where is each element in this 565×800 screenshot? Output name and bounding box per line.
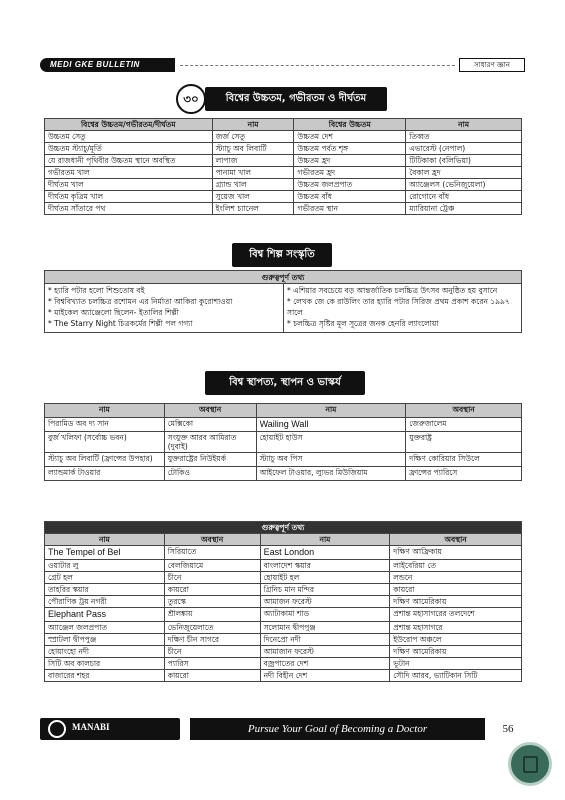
column-header: নাম xyxy=(45,404,165,418)
table-cell: বৈকাল হ্রদ xyxy=(406,167,522,179)
facts-box-heading: গুরুত্বপূর্ণ তথ্য xyxy=(45,271,521,284)
column-header: নাম xyxy=(212,119,294,131)
page-number: 56 xyxy=(502,723,514,735)
fact-item: * লেখক জে কে রাউলিং তার হ্যারি পটার সিরিজ প্রথম প্রকাশ করেন ১৯৯৭ সালে xyxy=(287,296,510,317)
table-cell: ফ্রান্সের প্যারিসে xyxy=(406,467,522,481)
table-cell: সিটি অব কালচার xyxy=(45,657,165,669)
table-cell: বেলজিয়ামে xyxy=(164,559,260,571)
table-cell: স্প্রাটলা দ্বীপপুঞ্জ xyxy=(45,633,165,645)
section3-table xyxy=(44,403,522,481)
table-cell: সুয়েজ খাল xyxy=(212,191,294,203)
table-cell: টিটিকাকা (বলিভিয়া) xyxy=(406,155,522,167)
section-label: সাধারণ জ্ঞান xyxy=(459,58,525,72)
fact-item: * The Starry Night চিত্রকর্মের শিল্পী পল গগ্যা xyxy=(48,318,193,328)
table-cell: উচ্চতম পর্বত শৃঙ্গ xyxy=(294,143,406,155)
table-cell: উচ্চতম দেশ xyxy=(294,131,406,143)
table-cell: ইউরোপ অঞ্চলে xyxy=(390,633,522,645)
column-header: বিশ্বের উচ্চতম xyxy=(294,119,406,131)
table-cell: উচ্চতম সেতু xyxy=(45,131,213,143)
logo-text: MANABI xyxy=(72,722,110,732)
table-cell: সলোমান দ্বীপপুঞ্জ xyxy=(260,621,390,633)
table-cell: ভেনিজুয়েলাতে xyxy=(164,621,260,633)
table-cell: প্যারিস xyxy=(164,657,260,669)
table-cell: আমাজন ফরেস্ট xyxy=(260,595,390,607)
table-cell: বজ্রপাতের দেশ xyxy=(260,657,390,669)
table-row xyxy=(45,155,522,167)
table-cell: উচ্চতম স্ট্যাচু/মূর্তি xyxy=(45,143,213,155)
table-cell: লাইবেরিয়া তে xyxy=(390,559,522,571)
table-cell: ইংলিশ চ্যানেল xyxy=(212,203,294,215)
fact-item: * মাইকেল অ্যাঞ্জেলো ছিলেন- ইতালির শিল্পী xyxy=(48,307,179,317)
table-cell: পৌরাণিক ট্রয় নগরী xyxy=(45,595,165,607)
table-cell: মেক্সিকো xyxy=(164,418,256,432)
table-cell: স্ট্যাচু অব লিবার্টি (ফ্রান্সের উপহার) xyxy=(45,453,165,467)
page-footer xyxy=(40,718,525,740)
table-cell: চীনে xyxy=(164,645,260,657)
column-header: অবস্থান xyxy=(390,534,522,546)
table-cell: যুক্তরাষ্ট্রের নিউইয়র্ক xyxy=(164,453,256,467)
table-cell: পানামা খাল xyxy=(212,167,294,179)
table-cell: অ্যাঞ্জেল জলপ্রপাত xyxy=(45,621,165,633)
section1-title: বিশ্বের উচ্চতম, গভীরতম ও দীর্ঘতম xyxy=(205,87,387,111)
table-cell: East London xyxy=(260,546,390,560)
section2-title: বিশ্ব শিল্প সংস্কৃতি xyxy=(232,243,332,267)
table-row xyxy=(45,559,522,571)
table-cell: হোয়াইট হাউস xyxy=(256,432,406,453)
table-cell: দক্ষিণ আমেরিকায় xyxy=(390,595,522,607)
table-cell: তুরস্কে xyxy=(164,595,260,607)
table-row xyxy=(45,453,522,467)
table-row xyxy=(45,669,522,681)
table-row xyxy=(45,179,522,191)
table-cell: হোয়াইট হল xyxy=(260,571,390,583)
table-cell: কায়রো xyxy=(390,583,522,595)
table-cell: পিরামিড অব দ্য সান xyxy=(45,418,165,432)
section4-table xyxy=(44,521,522,682)
table-cell: রোগোনে বাঁধ xyxy=(406,191,522,203)
section1-table xyxy=(44,118,522,215)
page-header xyxy=(40,58,525,72)
fact-item: * হ্যারি পটার হলো শিশুতোষ বই xyxy=(48,286,145,295)
table-row xyxy=(45,143,522,155)
table-cell: বুর্জ খলিফা (সর্বোচ্চ ভবন) xyxy=(45,432,165,453)
column-header: অবস্থান xyxy=(164,404,256,418)
table-cell: গভীরতম খাল xyxy=(45,167,213,179)
table-cell: আমাজান ফরেস্ট xyxy=(260,645,390,657)
table-cell: ওয়াটার লু xyxy=(45,559,165,571)
table-cell: বাজারের শহর xyxy=(45,669,165,681)
table-cell: কায়রো xyxy=(164,669,260,681)
fact-item: * বিশ্ববিখ্যাত চলচ্চিত্র রশোমন এর নির্মাতা আকিরা কুরোশাওয়া xyxy=(48,296,233,306)
table-cell: দিনেপ্রো নদী xyxy=(260,633,390,645)
table-cell: দীর্ঘতম খাল xyxy=(45,179,213,191)
logo-emblem-icon xyxy=(48,720,66,738)
footer-slogan: Pursue Your Goal of Becoming a Doctor xyxy=(190,718,485,740)
table-cell: টোকিও xyxy=(164,467,256,481)
table-cell: জর্জ সেতু xyxy=(212,131,294,143)
table-cell: লন্ডনে xyxy=(390,571,522,583)
table-cell: অ্যাটাকামা শাড xyxy=(260,607,390,621)
table-row xyxy=(45,546,522,560)
table-cell: The Tempel of Bel xyxy=(45,546,165,560)
publisher-logo xyxy=(40,718,180,740)
table-cell: ভূটান xyxy=(390,657,522,669)
table-cell: যুক্তরাষ্ট্র xyxy=(406,432,522,453)
table-cell: প্রশান্ত মহাসাগরের তলদেশে xyxy=(390,607,522,621)
table-row xyxy=(45,131,522,143)
table-cell: স্ট্যাচু অব পিস xyxy=(256,453,406,467)
table-cell: উচ্চতম বাঁধ xyxy=(294,191,406,203)
table-cell: চীনে xyxy=(164,571,260,583)
table-cell: প্রশান্ত মহাসাগরে xyxy=(390,621,522,633)
table-cell: ম্যারিয়ানা ট্রেঞ্চ xyxy=(406,203,522,215)
table-row xyxy=(45,583,522,595)
column-header: বিশ্বের উচ্চতম/গভীরতম/দীর্ঘতম xyxy=(45,119,213,131)
table-cell: গ্রিনিচ মান মন্দির xyxy=(260,583,390,595)
facts-left-column xyxy=(45,284,283,332)
table-row xyxy=(45,595,522,607)
table-cell: গ্র্যান্ড খাল xyxy=(212,179,294,191)
table-cell: সিরিয়াতে xyxy=(164,546,260,560)
column-header: অবস্থান xyxy=(406,404,522,418)
fact-item: * চলচ্চিত্র সৃষ্টির মূল সূত্রের জনক হেনরি ল্যাংলোয়া xyxy=(287,318,439,328)
table-row xyxy=(45,432,522,453)
table-cell: লাপাজ xyxy=(212,155,294,167)
table-cell: হোয়াংহো নদী xyxy=(45,645,165,657)
table-cell: সংযুক্ত আরব আমিরাত (দুবাই) xyxy=(164,432,256,453)
table-cell: দীর্ঘতম সাঁতারে পথ xyxy=(45,203,213,215)
table-cell: গ্রেট হল xyxy=(45,571,165,583)
table-row xyxy=(45,657,522,669)
table-row xyxy=(45,633,522,645)
table-cell: এভারেস্ট (নেপাল) xyxy=(406,143,522,155)
table-cell: তাহরির স্কয়ার xyxy=(45,583,165,595)
table-row xyxy=(45,203,522,215)
column-header: নাম xyxy=(256,404,406,418)
table-cell: আইফেল টাওয়ার, ল্যুভর মিউজিয়াম xyxy=(256,467,406,481)
table-cell: Wailing Wall xyxy=(256,418,406,432)
column-header: অবস্থান xyxy=(164,534,260,546)
table-cell: তিব্বত xyxy=(406,131,522,143)
table-row xyxy=(45,167,522,179)
table-cell: যে রাজধানী পৃথিবীর উচ্চতম স্থানে অবস্থিত xyxy=(45,155,213,167)
facts-right-column xyxy=(283,284,521,332)
table-cell: কায়রো xyxy=(164,583,260,595)
table-cell: দীর্ঘতম কৃত্রিম খাল xyxy=(45,191,213,203)
table-row xyxy=(45,607,522,621)
table-cell: দক্ষিণ আমেরিকায় xyxy=(390,645,522,657)
column-header: নাম xyxy=(260,534,390,546)
table-cell: উচ্চতম হ্রদ xyxy=(294,155,406,167)
section2-facts-box xyxy=(44,270,522,333)
table-cell: Elephant Pass xyxy=(45,607,165,621)
table-cell: দক্ষিণ আফ্রিকায় xyxy=(390,546,522,560)
table-cell: ল্যান্ডমার্ক টাওয়ার xyxy=(45,467,165,481)
section4-caption: গুরুত্বপূর্ণ তথ্য xyxy=(45,522,522,534)
table-row xyxy=(45,418,522,432)
table-cell: গভীরতম স্থান xyxy=(294,203,406,215)
table-cell: গভীরতম হ্রদ xyxy=(294,167,406,179)
table-cell: দক্ষিণ চীন সাগরে xyxy=(164,633,260,645)
table-row xyxy=(45,191,522,203)
section3-title: বিশ্ব স্থাপত্য, স্থাপন ও ভাস্কর্য xyxy=(205,371,365,395)
table-cell: উচ্চতম জলপ্রপাত xyxy=(294,179,406,191)
book-badge-icon xyxy=(508,742,552,786)
table-cell: সৌদি আরব, ভ্যাটিকান সিটি xyxy=(390,669,522,681)
table-row xyxy=(45,621,522,633)
table-cell: স্ট্যাচু অব লিবার্টি xyxy=(212,143,294,155)
table-cell: বাংলাদেশ স্কয়ার xyxy=(260,559,390,571)
table-cell: দক্ষিণ কোরিয়ার সিউলে xyxy=(406,453,522,467)
fact-item: * এশিয়ার সবচেয়ে বড় আন্তর্জাতিক চলচ্চিত্র উৎসব অনুষ্ঠিত হয় বুসানে xyxy=(287,286,498,295)
table-cell: শ্রীলঙ্কায় xyxy=(164,607,260,621)
bulletin-label: MEDI GKE BULLETIN xyxy=(40,58,175,72)
header-divider xyxy=(180,65,455,66)
table-cell: জেরুজালেম xyxy=(406,418,522,432)
table-cell: নদী বিহীন দেশ xyxy=(260,669,390,681)
chapter-number: ৩০ xyxy=(176,84,206,114)
table-row xyxy=(45,467,522,481)
table-row xyxy=(45,571,522,583)
column-header: নাম xyxy=(406,119,522,131)
table-cell: অ্যাঞ্জেলস (ভেনিজুয়েলা) xyxy=(406,179,522,191)
table-row xyxy=(45,645,522,657)
column-header: নাম xyxy=(45,534,165,546)
